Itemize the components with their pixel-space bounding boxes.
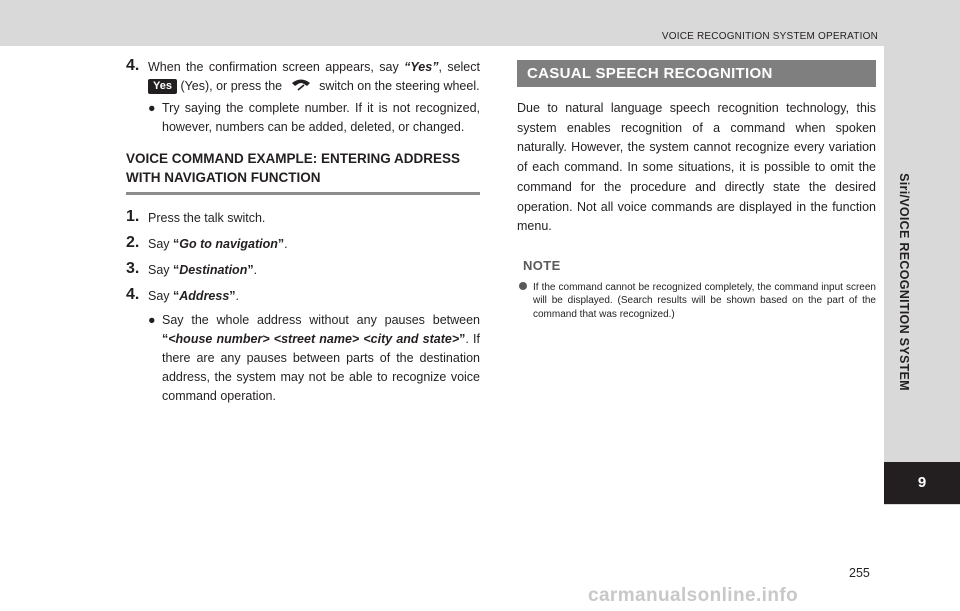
confirm-bullet [126,99,480,137]
note-item [517,281,876,322]
voice-command: Address [179,289,230,303]
step-number: 3. [126,260,140,277]
confirm-step [126,58,480,96]
casual-speech-body: Due to natural language speech recognition technology, this system enables recognition of a command when spoken naturally. However, the system cannot recognize every variation of each command. In some situations, it is possible to omit the command for the procedure and directly state the desired operation. Not all voice commands are displayed in the function menu. [517,101,876,234]
left-column [126,58,480,406]
casual-speech-heading: CASUAL SPEECH RECOGNITION [517,60,876,87]
bullet-dot: ● [148,101,156,115]
voice-command: Destination [179,263,248,277]
address-bullet: ● Say the whole address without any pauses between “<house number> <street name> <city and state>”. If there are any pauses between parts of the destination address, the system may not be able to recognize voice command operation. [148,313,480,403]
step-2: 2. Say “Go to navigation”. [126,234,288,251]
step-text-3: (Yes), or press the [176,79,286,93]
side-tab-label [884,112,924,452]
running-header: VOICE RECOGNITION SYSTEM OPERATION [661,31,878,42]
step-text-4: switch on the steering wheel. [315,79,480,93]
note-title: NOTE [523,257,561,273]
chapter-number-box: 9 [884,462,960,504]
note-text: If the command cannot be recognized completely, the command input screen will be displayed. (Search results will be shown based on the part of the command that was recognized.) [533,281,876,320]
right-column [517,60,876,321]
step-text: When the confirmation screen appears, say [148,60,405,74]
bullet-dot: ● [148,313,156,327]
phone-switch-icon [290,78,312,92]
step-number: 2. [126,234,140,251]
step-4: 4. Say “Address”. [126,286,240,303]
section-heading: VOICE COMMAND EXAMPLE: ENTERING ADDRESS WITH NAVIGATION FUNCTION [126,149,480,195]
step-number: 4. [126,57,140,74]
yes-quote: “Yes” [404,60,439,74]
yes-button-graphic: Yes [148,79,177,94]
voice-command: Go to navigation [179,237,278,251]
watermark: carmanualsonline.info [588,585,799,606]
step-text-2: , select [438,60,480,74]
note-bullet-icon [519,282,527,290]
step-text: Press the talk switch. [148,211,266,225]
side-tab-text: Siri/VOICE RECOGNITION SYSTEM [897,173,911,391]
step-number: 4. [126,286,140,303]
address-command: <house number> <street name> <city and state> [168,332,460,346]
bullet-text: Try saying the complete number. If it is not recognized, however, numbers can be added, deleted, or changed. [162,101,480,134]
step-1 [126,209,480,228]
page-number: 255 [849,566,870,580]
step-3: 3. Say “Destination”. [126,260,258,277]
step-number: 1. [126,208,140,225]
